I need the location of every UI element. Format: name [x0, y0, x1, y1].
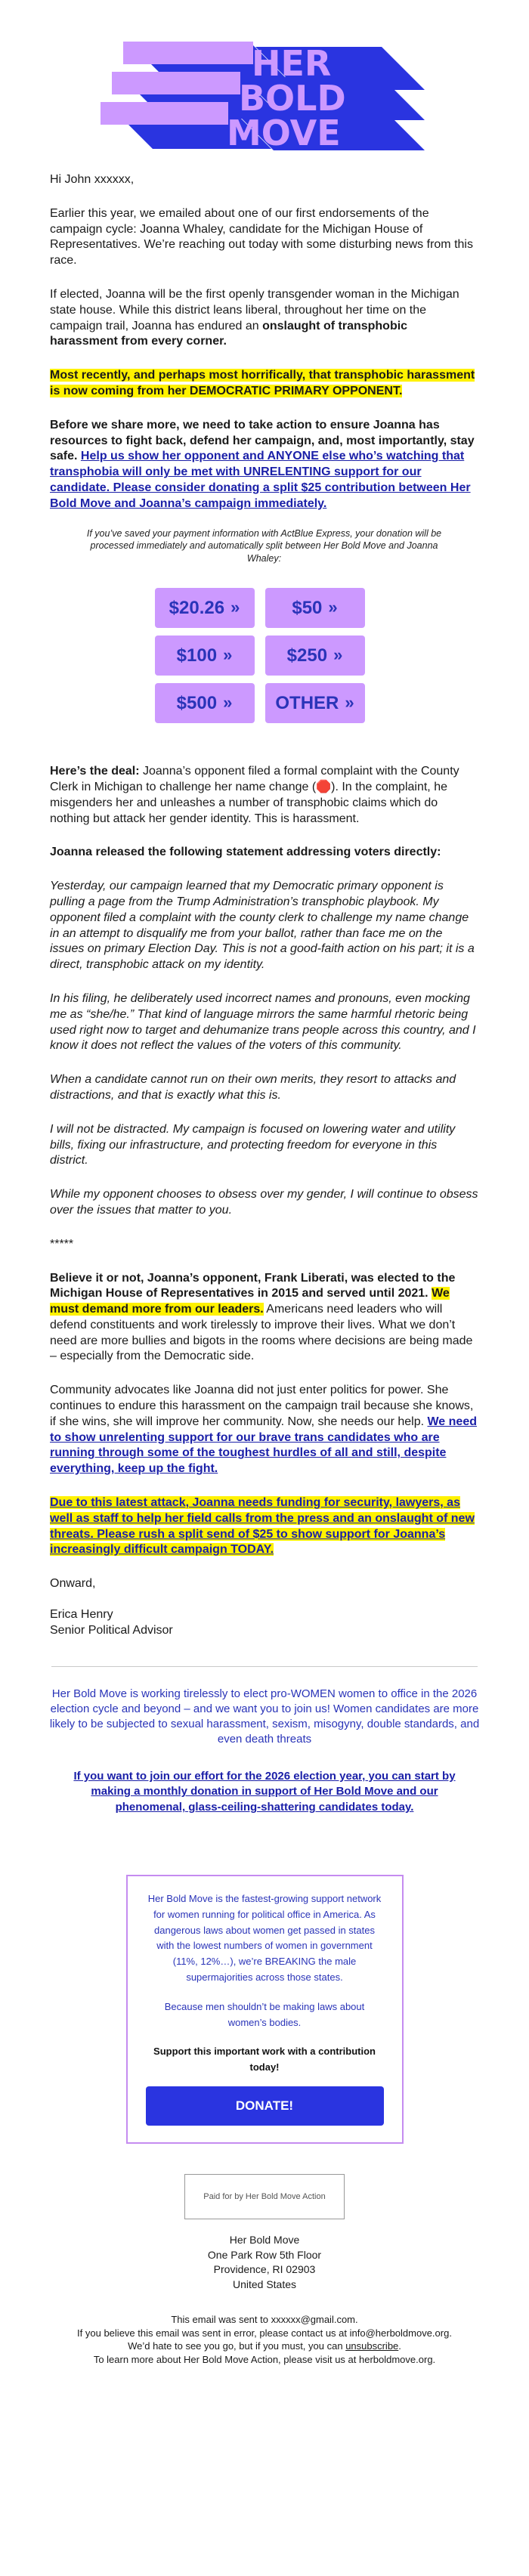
donate-500-button[interactable] — [155, 683, 255, 723]
signature-name: Erica Henry — [50, 1608, 113, 1622]
paragraph-elected-bold: onslaught of transphobic harassment from every corner. — [50, 319, 408, 348]
paragraph-call-to-action — [50, 418, 478, 512]
address-city: Providence, RI 02903 — [213, 2263, 316, 2276]
donate-250-label: $250 — [286, 645, 328, 666]
quote-paragraph-1: Yesterday, our campaign learned that my Democratic primary opponent is pulling a page from the Trump Administration’s transphobic playbook. My opponent filed a complaint with the county clerk to challenge my name change in an attempt to disqualify me from your ballot, rather than face me on the issues on primary Election Day. This is not a good-faith action on his part; it is a direct, transphobic attack on my identity. — [50, 880, 475, 972]
demand-more-highlight: We must demand more from our leaders. — [50, 1287, 450, 1316]
quote-paragraph-3: When a candidate cannot run on their own merits, they resort to attacks and distractions, and that is exactly what this is. — [50, 1073, 456, 1102]
donate-20-label: $20.26 — [169, 598, 225, 619]
chevron-right-icon: » — [328, 598, 338, 617]
quote-paragraph-4: I will not be distracted. My campaign is focused on lowering water and utility bills, fixing our infrastructure, and protecting freedom for everyone in this district. — [50, 1122, 456, 1167]
donate-button[interactable]: DONATE! — [146, 2086, 384, 2126]
donate-100-label: $100 — [176, 645, 218, 666]
actblue-note: If you’ve saved your payment information with ActBlue Express, your donation will be processed immediately and automatically split between Her Bold Move and Joanna Whaley: — [86, 527, 442, 564]
donate-other-label: OTHER — [275, 693, 339, 714]
deal-text-b: ). In the complaint, he misgenders her and unleashes a number of transphobic claims which do nothing but attack her gender identity. This is harassment. — [50, 780, 447, 825]
donate-20-button[interactable] — [155, 588, 255, 628]
paragraph-highlight-opponent — [50, 368, 478, 400]
donate-50-label: $50 — [292, 598, 323, 619]
learn-more-line: To learn more about Her Bold Move Action, please visit us at herboldmove.org. — [93, 2354, 436, 2366]
address-street: One Park Row 5th Floor — [207, 2248, 322, 2261]
quote-paragraph-2: In his filing, he deliberately used incorrect names and pronouns, even mocking me as “she/he.” That kind of language mirrors the same harmful rhetoric being used right now to target and dehumanize trans people across this country, and I know it does not reflect the values of the voters of this community. — [50, 991, 476, 1053]
logo — [0, 0, 529, 172]
liberati-bold: Believe it or not, Joanna’s opponent, Frank Liberati, was elected to the Michigan House of Representatives in 2015 and served until 2021. — [50, 1271, 456, 1300]
deal-bold: Here’s the deal: — [50, 765, 140, 778]
paragraph-statement-intro — [50, 845, 478, 861]
unsubscribe-pre: We’d hate to see you go, but if you must, you can — [128, 2340, 346, 2352]
chevron-right-icon: » — [345, 693, 354, 713]
support-box-text-2: Because men shouldn’t be making laws about women’s bodies. — [164, 2000, 365, 2028]
unsubscribe-line — [0, 2339, 529, 2353]
paragraph-security-funding — [50, 1495, 478, 1558]
stop-sign-icon: 🛑 — [316, 780, 332, 793]
donate-500-label: $500 — [176, 693, 218, 714]
footer-blurb: Her Bold Move is working tirelessly to elect pro-WOMEN women to office in the 2026 election cycle and beyond – and we want you to join us! Women candidates are more likely to be subjected to sexual harassment, sexism, misogyny, double standards, and even death threats — [49, 1687, 480, 1746]
section-divider-stars: ***** — [50, 1237, 74, 1251]
chevron-right-icon: » — [223, 645, 233, 665]
donate-100-button[interactable] — [155, 635, 255, 676]
address-country: United States — [232, 2278, 297, 2290]
quote-paragraph-5: While my opponent chooses to obsess over my gender, I will continue to obsess over the issues that matter to you. — [50, 1188, 478, 1217]
support-box-text-3: Support this important work with a contribution today! — [153, 2046, 376, 2073]
donate-split-link[interactable]: Help us show her opponent and ANYONE else who’s watching that transphobia will only be met with UNRELENTING support for our candidate. Please consider donating a split $25 contribution between Her Bold Move and Joanna’s campaign immediately. — [50, 450, 471, 510]
support-box-text-1: Her Bold Move is the fastest-growing support network for women running for political office in America. As dangerous laws about women get passed in states with the lowest numbers of women in government (11%, 12%…), we’re BREAKING the male supermajorities across those states. — [147, 1893, 382, 1984]
paragraph-the-deal — [50, 764, 478, 827]
paragraph-elected-text: If elected, Joanna will be the first openly transgender woman in the Michigan state house. While this district leans liberal, throughout her time on the campaign trail, Joanna has endured an — [50, 287, 459, 332]
paragraph-elected — [50, 287, 478, 350]
logo-graphic — [0, 0, 529, 172]
donate-250-button[interactable] — [265, 635, 365, 676]
error-contact-line: If you believe this email was sent in error, please contact us at info@herboldmove.org. — [77, 2327, 452, 2339]
support-box — [126, 1875, 404, 2144]
paragraph-community-advocates — [50, 1383, 478, 1477]
statement-intro-bold: Joanna released the following statement addressing voters directly: — [50, 846, 441, 859]
mailing-address — [0, 2233, 529, 2292]
paragraph-intro: Earlier this year, we emailed about one of our first endorsements of the campaign cycle: Joanna Whaley, candidate for the Michigan House of Representatives. We’re reaching out today with some disturbing news from this race. — [50, 206, 473, 267]
cta-bold: Before we share more, we need to take action to ensure Joanna has resources to fight back, defend her campaign, and, most importantly, stay safe. — [50, 418, 475, 463]
footer-monthly-link-wrap — [0, 1769, 529, 1816]
deal-text-a: Joanna’s opponent filed a formal complaint with the County Clerk in Michigan to challenge her name change ( — [50, 765, 459, 793]
unsubscribe-link[interactable]: unsubscribe — [345, 2340, 399, 2352]
sent-to-line: This email was sent to xxxxxx@gmail.com. — [171, 2314, 358, 2326]
advocates-text: Community advocates like Joanna did not just enter politics for power. She continues to endure this harassment on the campaign trail because she knows, if she wins, she will improve her community. Now, she needs our help. — [50, 1384, 474, 1428]
logo-word-bold: BOLD — [239, 78, 346, 119]
rush-split-send-link[interactable]: Due to this latest attack, Joanna needs funding for security, lawyers, as well as staff to help her field calls from the press and an onslaught of new threats. Please rush a split send of $25 to show support for Joanna’s increasingly difficult campaign TODAY. — [50, 1496, 475, 1557]
address-org: Her Bold Move — [229, 2234, 300, 2246]
logo-word-move: MOVE — [227, 113, 341, 153]
legal-footer — [0, 2313, 529, 2366]
highlight-text: Most recently, and perhaps most horrifically, that transphobic harassment is now coming from her DEMOCRATIC PRIMARY OPPONENT. — [50, 369, 475, 397]
chevron-right-icon: » — [223, 693, 233, 713]
donate-other-button[interactable] — [265, 683, 365, 723]
donate-50-button[interactable] — [265, 588, 365, 628]
email-content — [0, 172, 529, 1639]
donation-button-grid — [155, 588, 374, 723]
liberati-rest: Americans need leaders who will defend constituents and work tirelessly to improve their lives. What we don’t need are more bullies and bigots in the rooms where decisions are being made – especially from the Democratic side. — [50, 1303, 473, 1363]
paid-for-box: Paid for by Her Bold Move Action — [184, 2174, 345, 2219]
greeting: Hi John xxxxxx, — [50, 173, 135, 186]
support-trans-candidates-link[interactable]: We need to show unrelenting support for our brave trans candidates who are running through some of the toughest hurdles of all and still, despite everything, keep up the fight. — [50, 1415, 477, 1476]
chevron-right-icon: » — [230, 598, 240, 617]
paragraph-frank-liberati — [50, 1271, 478, 1365]
monthly-donation-link[interactable]: If you want to join our effort for the 2026 election year, you can start by making a monthly donation in support of Her Bold Move and our phenomenal, glass-ceiling-shattering candidates today. — [73, 1769, 456, 1814]
chevron-right-icon: » — [333, 645, 343, 665]
logo-word-her: HER — [252, 43, 332, 84]
unsubscribe-post: . — [398, 2340, 401, 2352]
signature-title: Senior Political Advisor — [50, 1623, 173, 1637]
signoff: Onward, — [50, 1577, 96, 1591]
